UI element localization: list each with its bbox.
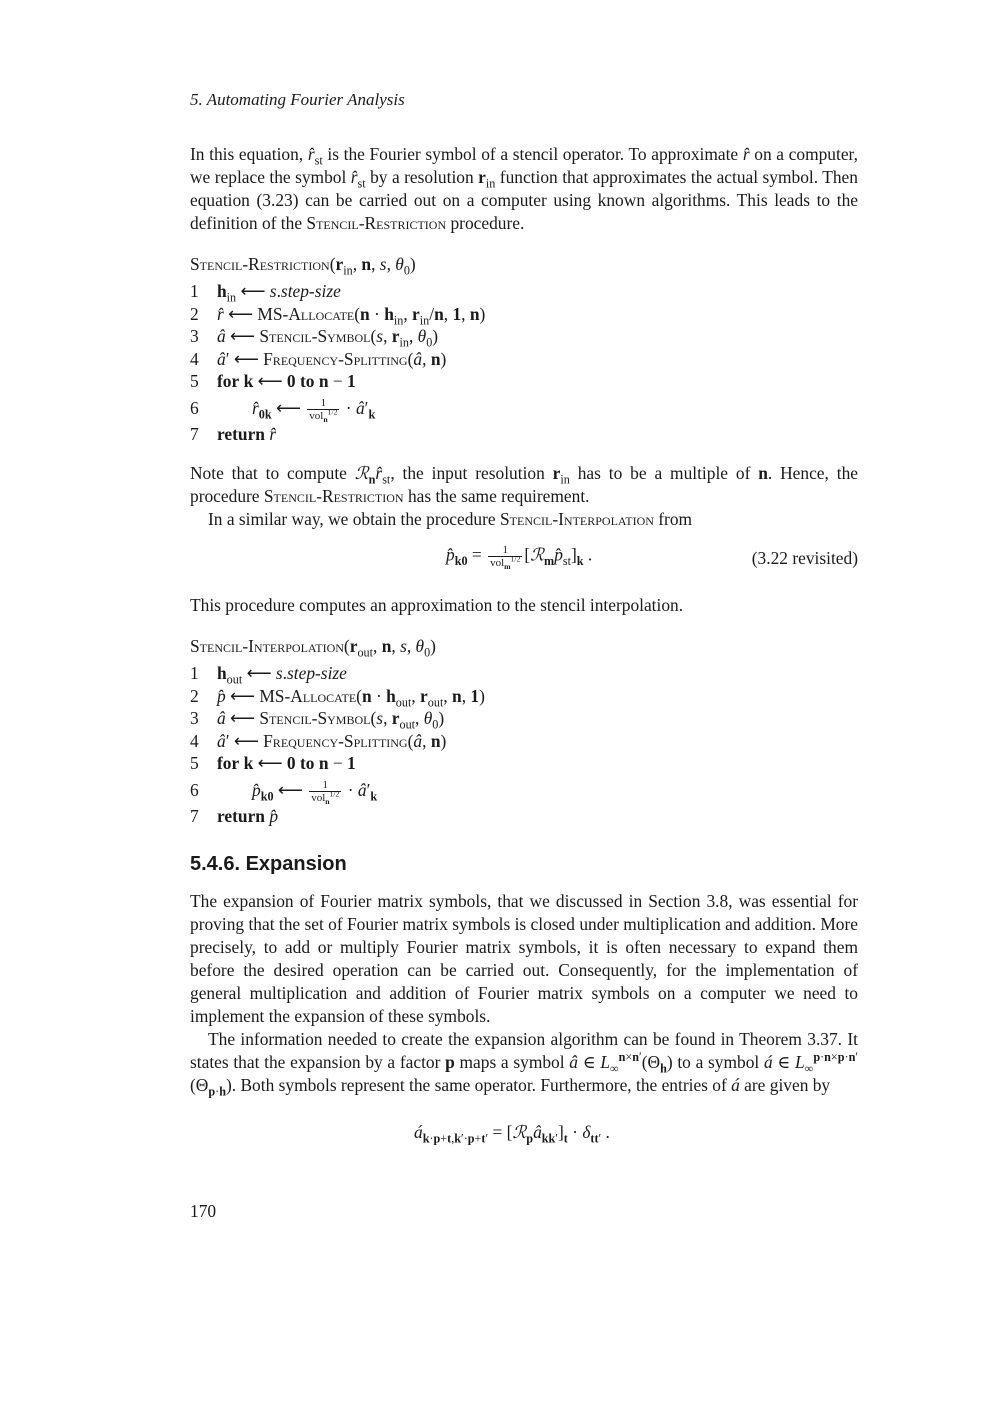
equation-322: $p̂_{k0}$ = $\frac{1}{vol_m^{1/2}}$ $[ℛ_mp̂_{st}]_k$ . — [446, 544, 593, 572]
expansion-paragraph-1: The expansion of Fourier matrix symbols, that we discussed in Section 3.8, was essential for proving that the set of Fourier matrix symbols is closed under multiplication and addition. More precisely, to add or multiply Fourier matrix symbols, it is often necessary to expand them before the desired operation can be carried out. Consequently, for the implementation of general multiplication and addition of Fourier matrix symbols on a computer we need to implement the expansion of these symbols. — [190, 891, 858, 1026]
page-number: 170 — [190, 1201, 217, 1221]
similar-paragraph: In a similar way, we obtain the procedure Stencil-Interpolation from — [208, 509, 693, 529]
note-paragraph: Note that to compute $ℛ_nr̂_{st}$, the input resolution $r_{in}$ has to be a multiple of n. Hence, the procedure Stencil-Restriction has the same requirement. — [190, 463, 858, 506]
section-heading: 5.4.6. Expansion — [190, 853, 347, 875]
equation-expansion: $á_{k\cdot p+t,k'\cdot p+t'}$ = $[ℛ_pâ_{kk'}]_t \cdot \delta_{tt'}$ . — [414, 1122, 610, 1146]
algo-interpolation-name: Stencil-Interpolation — [190, 636, 344, 656]
expansion-paragraph-2: The information needed to create the expansion algorithm can be found in Theorem 3.37. It states that the expansion by a factor p maps a symbol â ∈ $L_\infty^{n\times n'}(\Theta_h)$ to a symbol á ∈ $L_\infty^{p\cdot n\times p\cdot n'}(\Theta_{p\cdot h})$. Both symbols represent the same operator. Furthermore, the entries of á are given by — [190, 1029, 859, 1099]
running-head: 5. Automating Fourier Analysis — [190, 90, 405, 109]
intro-paragraph: In this equation, $r̂_{st}$ is the Fourier symbol of a stencil operator. To approximate r̂ on a computer, we replace the symbol $r̂_{st}$ by a resolution $r_{in}$ function that approximates the actual symbol. Then equation (3.23) can be carried out on a computer using known algorithms. This leads to the definition of the Stencil-Restriction procedure. — [190, 144, 858, 233]
equation-label: (3.22 revisited) — [751, 548, 858, 568]
algo-interpolation-header: Stencil-$Interpolation(r_{out}$, n, s, $\theta_0$) — [190, 636, 436, 660]
algo-restriction-name: Stencil-Restriction — [190, 254, 330, 274]
algo-restriction-header: Stencil-$Restriction(r_{in}$, n, s, $\theta_0$) — [190, 254, 416, 278]
interp-computes-paragraph: This procedure computes an approximation to the stencil interpolation. — [190, 595, 684, 615]
